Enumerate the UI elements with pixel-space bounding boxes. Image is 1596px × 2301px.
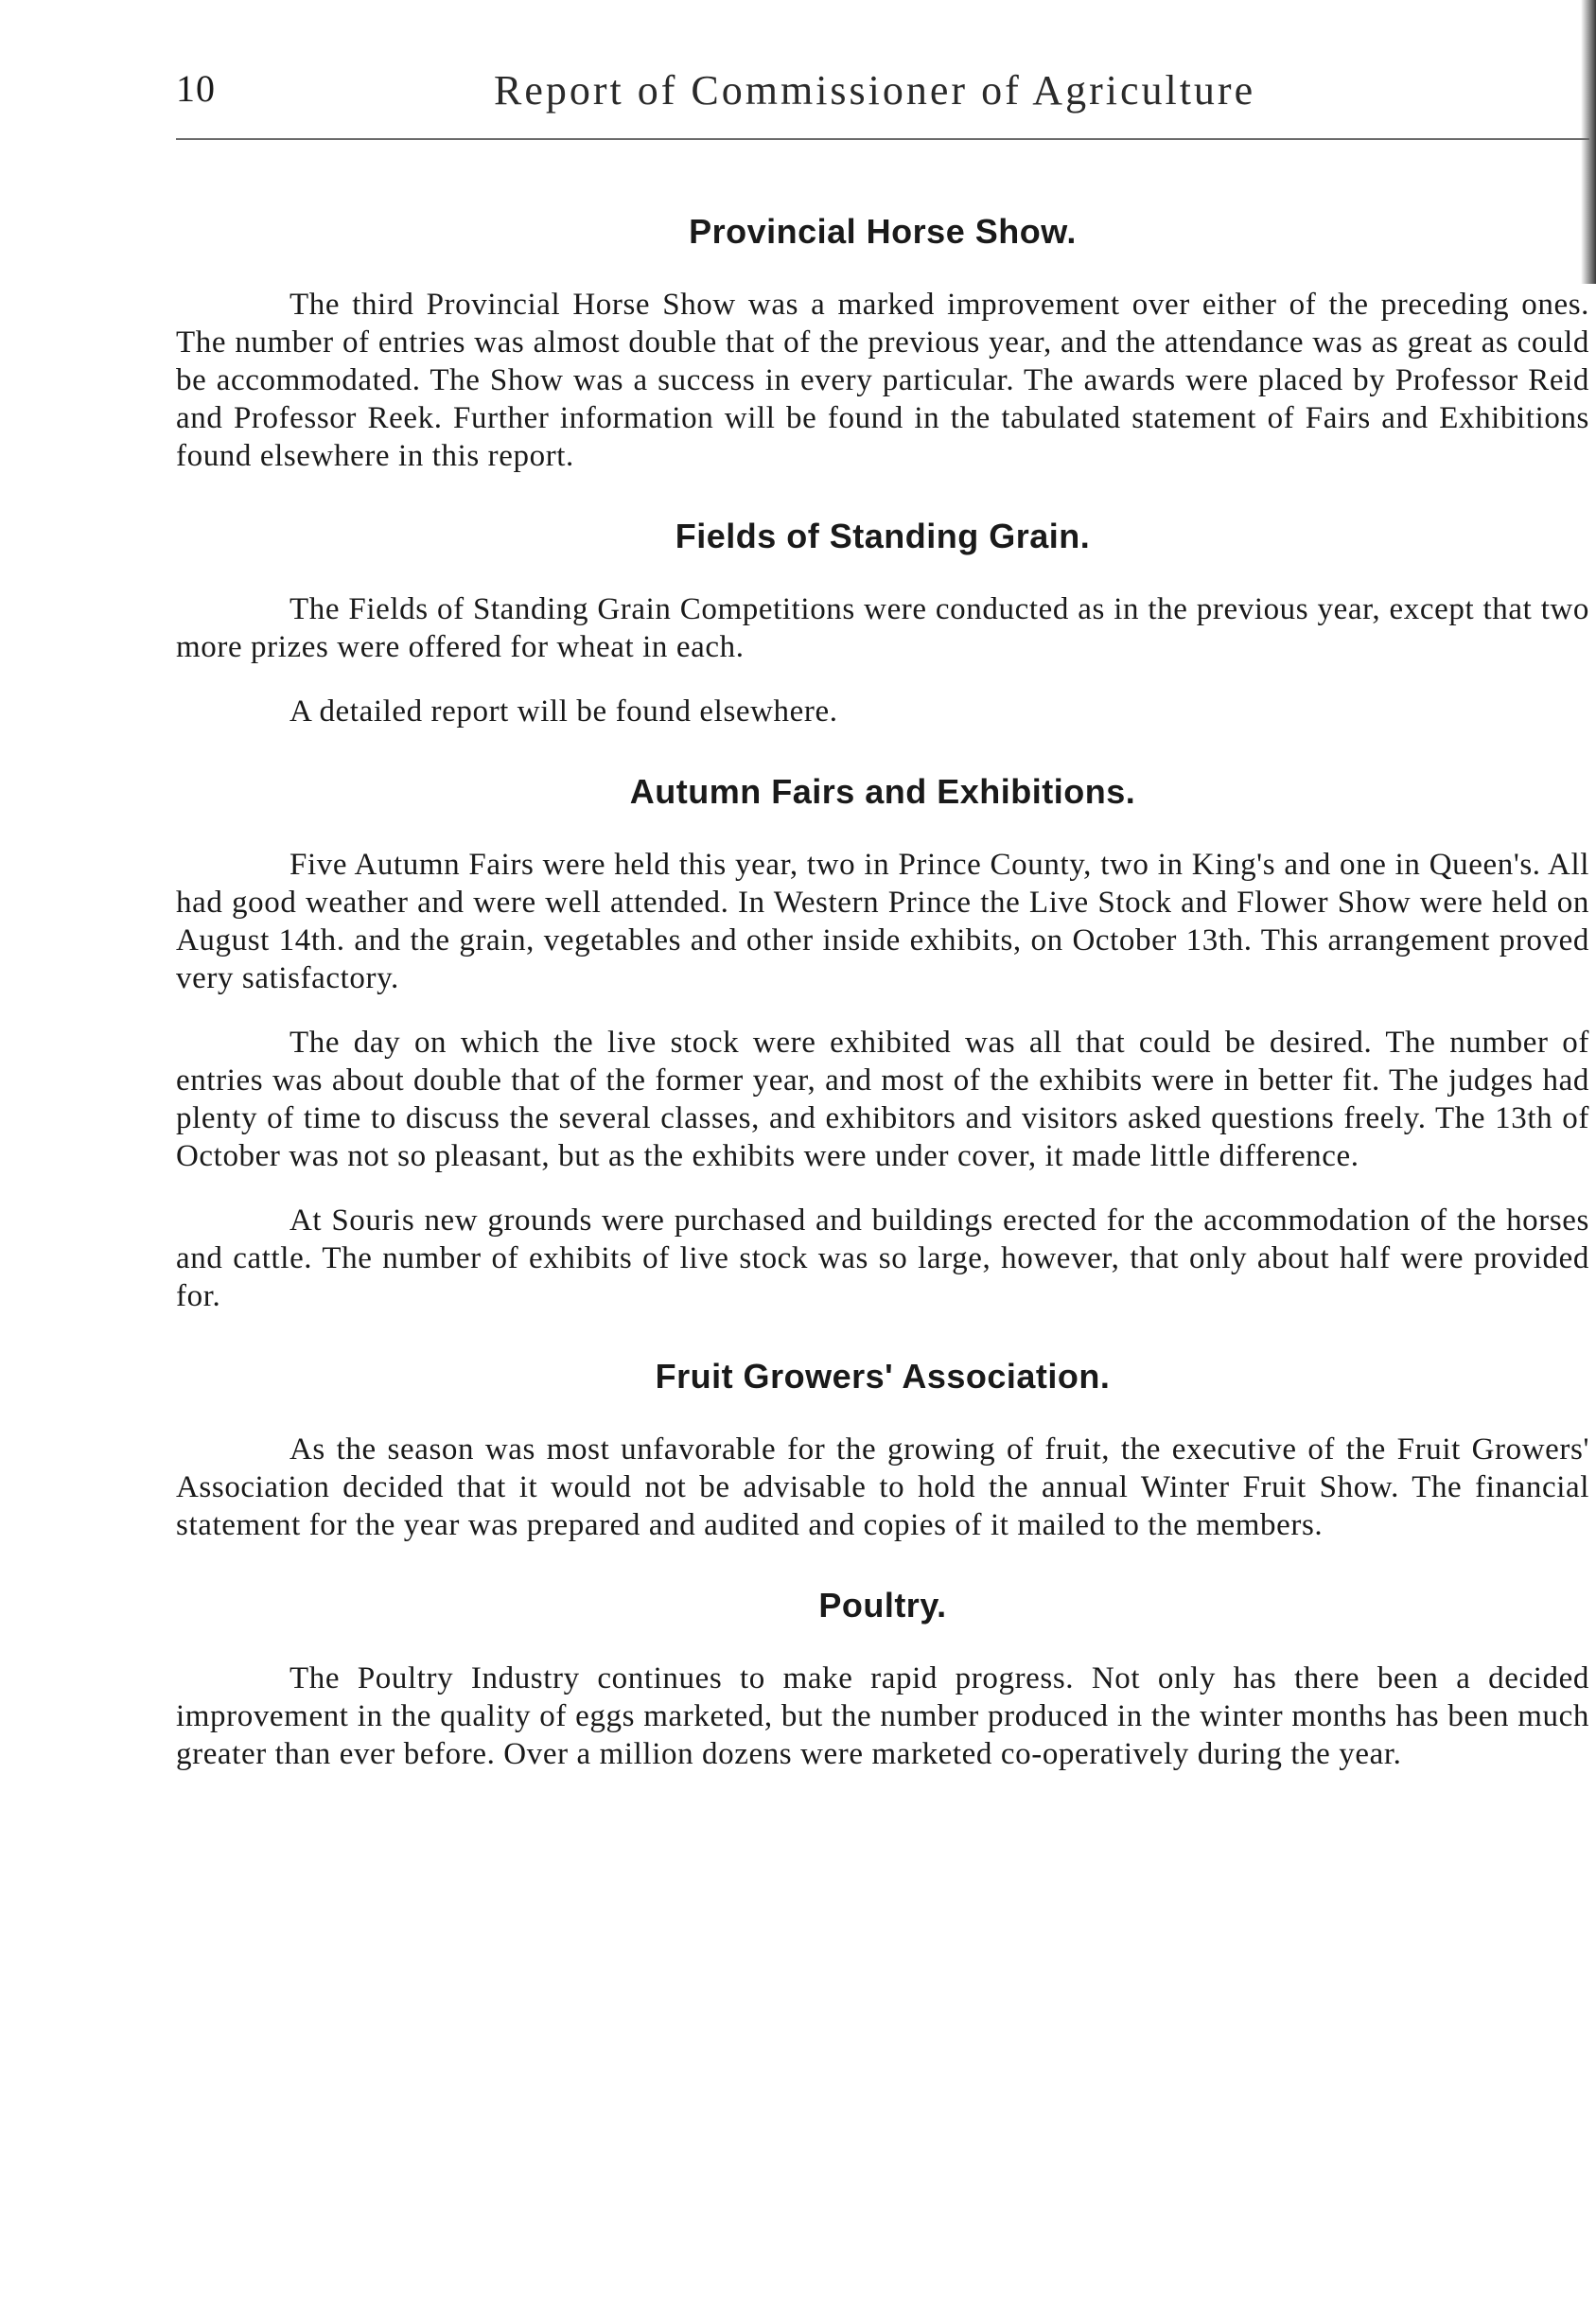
section-provincial-horse-show: [176, 212, 1589, 475]
section-title: Provincial Horse Show.: [689, 212, 1077, 251]
section-title: Fruit Growers' Association.: [655, 1357, 1111, 1396]
paragraph: The Poultry Industry continues to make rapid progress. Not only has there been a decided improvement in the quality of eggs marketed, but the number produced in the winter months has been much greater than ever before. Over a million dozens were marketed co-operatively during the year.: [176, 1661, 1589, 1771]
section-title: Fields of Standing Grain.: [675, 517, 1091, 555]
page-content: [176, 170, 1589, 1800]
paragraph: The Fields of Standing Grain Competitions were conducted as in the previous year, except that two more prizes were offered for wheat in each.: [176, 592, 1589, 664]
paragraph: The third Provincial Horse Show was a marked improvement over either of the preceding ones. The number of entries was almost double that of the previous year, and the attendance was as great as could be accommodated. The Show was a success in every particular. The awards were placed by Professor Reid and Professor Reek. Further information will be found in the tabulated statement of Fairs and Exhibitions found elsewhere in this report.: [176, 288, 1589, 473]
section-title: Autumn Fairs and Exhibitions.: [629, 772, 1136, 811]
paragraph: As the season was most unfavorable for the growing of fruit, the executive of the Fruit Growers' Association decided that it would not be advisable to hold the annual Winter Fruit Show. The financial statement for the year was prepared and audited and copies of it mailed to the members.: [176, 1432, 1589, 1542]
paragraph: Five Autumn Fairs were held this year, two in Prince County, two in King's and one in Queen's. All had good weather and were well attended. In Western Prince the Live Stock and Flower Show were held on August 14th. and the grain, vegetables and other inside exhibits, on October 13th. This arrangement proved very satisfactory.: [176, 848, 1589, 995]
page-header: [176, 66, 1587, 132]
running-title: Report of Commissioner of Agriculture: [494, 67, 1256, 114]
page-number: 10: [176, 67, 216, 110]
section-poultry: [176, 1586, 1589, 1773]
section-title: Poultry.: [818, 1586, 947, 1625]
paragraph: At Souris new grounds were purchased and buildings erected for the accommodation of the horses and cattle. The number of exhibits of live stock was so large, however, that only about half were provided for.: [176, 1203, 1589, 1313]
section-fruit-growers: [176, 1357, 1589, 1544]
section-autumn-fairs: [176, 772, 1589, 1315]
paragraph: A detailed report will be found elsewhere.: [289, 694, 838, 729]
section-fields-of-standing-grain: [176, 517, 1589, 730]
header-rule: [176, 138, 1589, 140]
paragraph: The day on which the live stock were exhibited was all that could be desired. The number of entries was about double that of the former year, and most of the exhibits were in better fit. The judges had plenty of time to discuss the several classes, and exhibitors and visitors asked questions freely. The 13th of October was not so pleasant, but as the exhibits were under cover, it made little difference.: [176, 1026, 1589, 1173]
